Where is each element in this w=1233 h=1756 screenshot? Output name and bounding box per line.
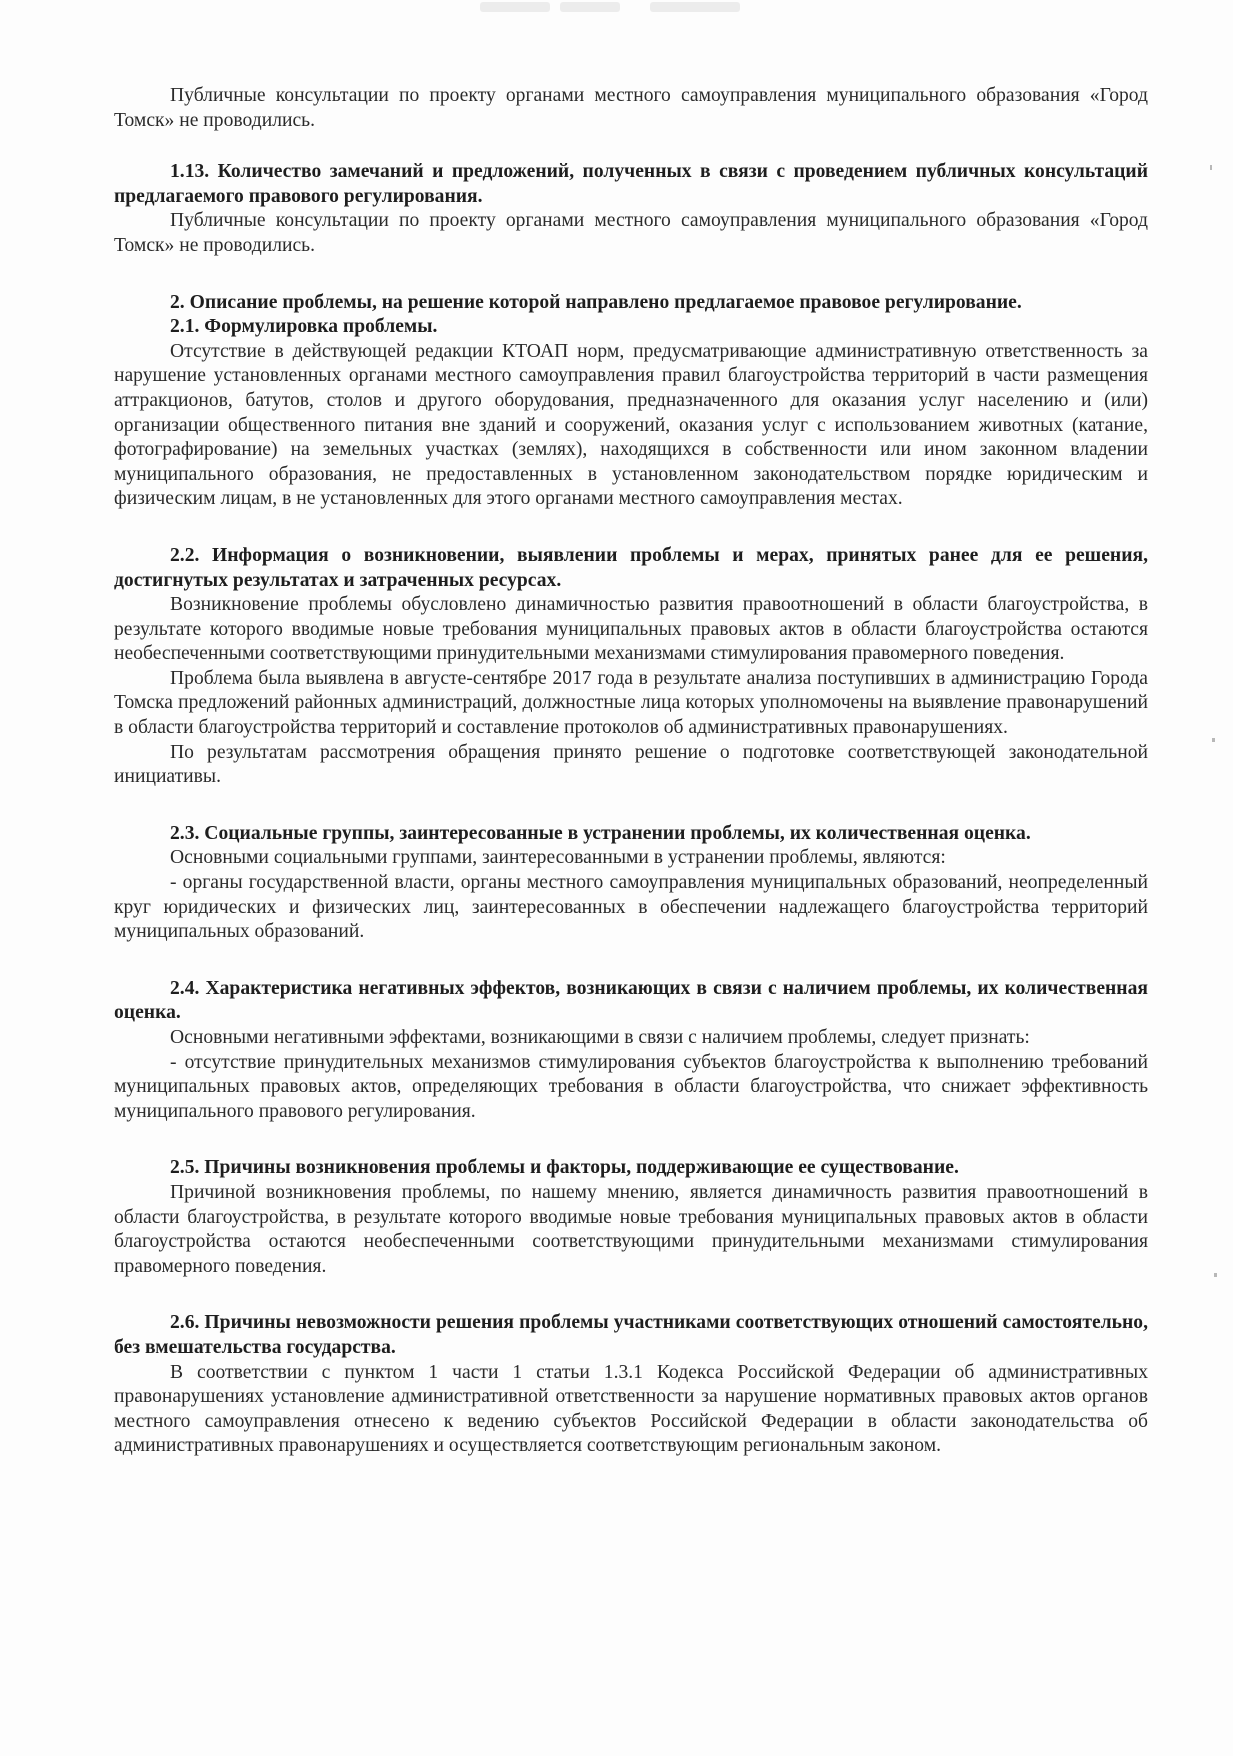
section-2-4-heading: 2.4. Характеристика негативных эффектов, возникающих в связи с наличием проблемы, их количественная оценка. [114, 977, 1148, 1024]
section-2-1-heading: 2.1. Формулировка проблемы. [170, 316, 438, 338]
section-2-heading: 2. Описание проблемы, на решение которой направлено предлагаемое правовое регулирование. [170, 291, 1022, 313]
scan-artifact [1210, 165, 1212, 170]
section-1-13-heading: 1.13. Количество замечаний и предложений, полученных в связи с проведением публичных консультаций предлагаемого правового регулирования. [114, 161, 1148, 207]
section-2-2-paragraph: Возникновение проблемы обусловлено динамичностью развития правоотношений в области благоустройства, в результате которого вводимые новые требования муниципальных правовых актов в области благоустройства остаются необеспеченными соответствующими принудительными механизмами стимулирования правомерного поведения. [114, 594, 1148, 665]
section-2-6-heading: 2.6. Причины невозможности решения проблемы участниками соответствующих отношений самостоятельно, без вмешательства государства. [114, 1312, 1148, 1358]
section-2-4-paragraph: - отсутствие принудительных механизмов стимулирования субъектов благоустройства к выполнению требований муниципальных правовых актов, определяющих требования в области благоустройства, что снижает эффективность муниципального правового регулирования. [114, 1051, 1148, 1122]
scan-artifact [650, 2, 740, 12]
section-2-3-paragraph: - органы государственной власти, органы местного самоуправления муниципальных образований, неопределенный круг юридических и физических лиц, заинтересованных в обеспечении надлежащего благоустройства территорий муниципальных образований. [114, 872, 1148, 943]
section-2-3-heading: 2.3. Социальные группы, заинтересованные в устранении проблемы, их количественная оценка. [170, 822, 1031, 844]
section-2-5-paragraph: Причиной возникновения проблемы, по нашему мнению, является динамичность развития правоотношений в области благоустройства, в результате которого вводимые новые требования муниципальных правовых актов в области благоустройства остаются необеспеченными соответствующими принудительными механизмами стимулирования правомерного поведения. [114, 1181, 1148, 1277]
scan-artifact [1212, 738, 1215, 742]
section-2-6-paragraph: В соответствии с пунктом 1 части 1 статьи 1.3.1 Кодекса Российской Федерации об административных правонарушениях установление административной ответственности за нарушение нормативных правовых актов органов местного самоуправления отнесено к ведению субъектов Российской Федерации в области законодательства об административных правонарушениях и осуществляется соответствующим региональным законом. [114, 1361, 1148, 1457]
scan-artifact [1214, 1273, 1217, 1277]
section-1-13-paragraph: Публичные консультации по проекту органами местного самоуправления муниципального образования «Город Томск» не проводились. [114, 210, 1148, 256]
section-2-2-heading: 2.2. Информация о возникновении, выявлении проблемы и мерах, принятых ранее для ее решения, достигнутых результатах и затраченных ресурсах. [114, 544, 1148, 591]
section-2-2-paragraph: Проблема была выявлена в августе-сентябре 2017 года в результате анализа поступивших в администрацию Города Томска предложений районных администраций, должностные лица которых уполномочены на выявление правонарушений в области благоустройства территорий и составление протоколов об административных правонарушениях. [114, 667, 1148, 739]
intro-paragraph: Публичные консультации по проекту органами местного самоуправления муниципального образования «Город Томск» не проводились. [114, 85, 1148, 131]
document-body [114, 84, 1148, 1459]
section-2-4-paragraph: Основными негативными эффектами, возникающими в связи с наличием проблемы, следует признать: [170, 1027, 1030, 1048]
section-2-5-heading: 2.5. Причины возникновения проблемы и факторы, поддерживающие ее существование. [170, 1157, 959, 1179]
section-2-3-paragraph: Основными социальными группами, заинтересованными в устранении проблемы, являются: [170, 847, 946, 869]
scan-artifact [480, 2, 550, 12]
section-2-1-paragraph: Отсутствие в действующей редакции КТОАП норм, предусматривающие административную ответственность за нарушение установленных органами местного самоуправления правил благоустройства территорий в части размещения аттракционов, батутов, столов и другого оборудования, предназначенного для оказания услуг населению и (или) организации общественного питания вне зданий и сооружений, оказания услуг с использованием животных (катание, фотографирование) на земельных участках (землях), находящихся в собственности или ином законном владении муниципального образования, не предоставленных в установленном законодательством порядке юридическим и физическим лицам, в не установленных для этого органами местного самоуправления местах. [114, 340, 1148, 510]
section-2-2-paragraph: По результатам рассмотрения обращения принято решение о подготовке соответствующей законодательной инициативы. [114, 741, 1148, 788]
scan-artifact [560, 2, 620, 12]
